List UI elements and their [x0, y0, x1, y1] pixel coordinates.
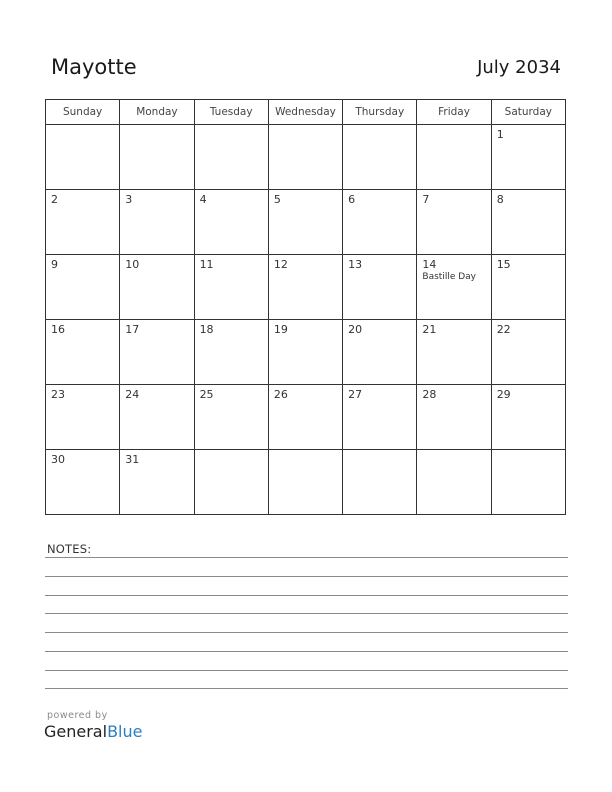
- calendar-day-cell[interactable]: [120, 125, 194, 190]
- calendar-day-cell[interactable]: [417, 125, 491, 190]
- day-number: 26: [273, 388, 288, 401]
- calendar-week-row: [46, 255, 566, 320]
- day-number: 12: [273, 258, 288, 271]
- calendar-week-row: [46, 320, 566, 385]
- day-number: 22: [496, 323, 511, 336]
- weekday-header: Wednesday: [268, 100, 342, 125]
- day-number: 3: [125, 193, 133, 206]
- calendar-day-cell[interactable]: [343, 190, 417, 255]
- day-number: 24: [125, 388, 140, 401]
- weekday-header: Tuesday: [194, 100, 268, 125]
- weekday-header: Monday: [120, 100, 194, 125]
- weekday-header: Sunday: [46, 100, 120, 125]
- calendar-grid: [45, 99, 566, 515]
- calendar-day-cell[interactable]: [194, 190, 268, 255]
- calendar-week-row: [46, 385, 566, 450]
- note-line: [45, 688, 568, 689]
- calendar-day-cell[interactable]: [46, 320, 120, 385]
- calendar-day-cell[interactable]: [120, 320, 194, 385]
- calendar-country-title: Mayotte: [51, 55, 137, 79]
- weekday-header: Friday: [417, 100, 491, 125]
- weekday-header-row: [46, 100, 566, 125]
- calendar-day-cell[interactable]: [46, 125, 120, 190]
- day-number: 31: [125, 453, 140, 466]
- note-line: [45, 613, 568, 614]
- calendar-week-row: [46, 190, 566, 255]
- day-number: 13: [348, 258, 363, 271]
- day-number: 9: [51, 258, 58, 271]
- day-number: 1: [496, 128, 504, 141]
- note-line: [45, 632, 568, 633]
- calendar-day-cell[interactable]: [417, 320, 491, 385]
- powered-by-text: powered by: [47, 710, 108, 721]
- day-number: 6: [348, 193, 356, 206]
- calendar-day-cell[interactable]: [194, 450, 268, 515]
- calendar-day-cell[interactable]: [194, 385, 268, 450]
- calendar-day-cell[interactable]: [343, 255, 417, 320]
- note-line: [45, 576, 568, 577]
- generalblue-logo[interactable]: [44, 722, 142, 741]
- note-line: [45, 651, 568, 652]
- calendar-day-cell[interactable]: [491, 125, 565, 190]
- calendar-day-cell[interactable]: [194, 320, 268, 385]
- day-number: 14: [422, 258, 437, 271]
- day-number: 30: [51, 453, 65, 466]
- day-number: 10: [125, 258, 140, 271]
- day-number: 7: [422, 193, 430, 206]
- day-number: 17: [125, 323, 140, 336]
- calendar-month-year: July 2034: [477, 57, 561, 78]
- calendar-day-cell[interactable]: [268, 125, 342, 190]
- day-number: 20: [348, 323, 363, 336]
- day-number: 27: [348, 388, 363, 401]
- day-number: 19: [273, 323, 288, 336]
- calendar-weeks: [46, 125, 566, 515]
- day-number: 28: [422, 388, 437, 401]
- calendar-week-row: [46, 125, 566, 190]
- day-number: 15: [496, 258, 511, 271]
- calendar-day-cell[interactable]: [343, 320, 417, 385]
- weekday-header: Saturday: [491, 100, 565, 125]
- note-line: [45, 557, 568, 558]
- calendar-day-cell[interactable]: [194, 125, 268, 190]
- calendar-week-row: [46, 450, 566, 515]
- brand-blue: Blue: [107, 722, 143, 741]
- calendar-day-cell[interactable]: [417, 385, 491, 450]
- calendar-day-cell[interactable]: [120, 450, 194, 515]
- calendar-day-cell[interactable]: [46, 385, 120, 450]
- calendar-day-cell[interactable]: [491, 385, 565, 450]
- calendar-day-cell[interactable]: [343, 450, 417, 515]
- calendar-day-cell[interactable]: [46, 450, 120, 515]
- day-number: 5: [273, 193, 281, 206]
- calendar-day-cell[interactable]: [120, 190, 194, 255]
- calendar-day-cell[interactable]: [268, 320, 342, 385]
- calendar-day-cell[interactable]: [120, 385, 194, 450]
- calendar-day-cell[interactable]: [491, 190, 565, 255]
- calendar-day-cell[interactable]: [268, 450, 342, 515]
- calendar-day-cell[interactable]: [268, 255, 342, 320]
- calendar-day-cell[interactable]: [343, 125, 417, 190]
- calendar-day-cell[interactable]: [120, 255, 194, 320]
- day-number: 25: [199, 388, 214, 401]
- calendar-day-cell[interactable]: [417, 255, 491, 320]
- calendar-day-cell[interactable]: [268, 190, 342, 255]
- note-line: [45, 670, 568, 671]
- weekday-header: Thursday: [343, 100, 417, 125]
- note-line: [45, 595, 568, 596]
- notes-label: NOTES:: [47, 542, 92, 556]
- calendar-day-cell[interactable]: [46, 190, 120, 255]
- day-number: 11: [199, 258, 214, 271]
- calendar-day-cell[interactable]: [417, 450, 491, 515]
- calendar-day-cell[interactable]: [491, 255, 565, 320]
- calendar-day-cell[interactable]: [194, 255, 268, 320]
- calendar-day-cell[interactable]: [491, 320, 565, 385]
- calendar-day-cell[interactable]: [343, 385, 417, 450]
- day-number: 29: [496, 388, 511, 401]
- day-number: 4: [199, 193, 207, 206]
- day-number: 21: [422, 323, 437, 336]
- calendar-day-cell[interactable]: [268, 385, 342, 450]
- holiday-label: Bastille Day: [422, 272, 476, 282]
- calendar-day-cell[interactable]: [491, 450, 565, 515]
- day-number: 2: [51, 193, 58, 206]
- day-number: 8: [496, 193, 504, 206]
- calendar-day-cell[interactable]: [417, 190, 491, 255]
- brand-general: General: [44, 722, 108, 741]
- day-number: 23: [51, 388, 65, 401]
- calendar-day-cell[interactable]: [46, 255, 120, 320]
- day-number: 16: [51, 323, 65, 336]
- day-number: 18: [199, 323, 214, 336]
